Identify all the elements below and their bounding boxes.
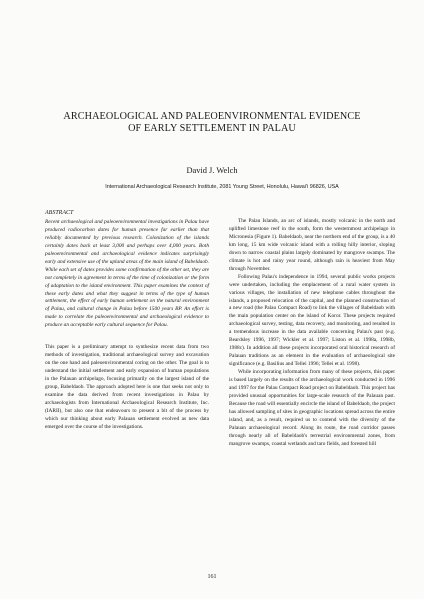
body-paragraph-1: The Palau Islands, an arc of islands, mostly volcanic in the north and uplifted limestone reef in the south, form the westernmost archipelago in Micronesia (Figure 1). Babeldaob, near the northern end of the group, is a 40 km long, 15 km wide volcanic island with a rolling hilly interior, sloping down to narrow coastal plains largely dominated by mangrove swamps. The climate is hot and rainy year round, although rain is heaviest from May through November. bbox=[229, 218, 395, 272]
author-name: David J. Welch bbox=[186, 166, 238, 175]
page-number: 161 bbox=[207, 574, 217, 580]
author-affiliation: International Archaeological Research Institute, 2081 Young Street, Honolulu, Hawai'i 96826, USA bbox=[105, 184, 339, 190]
abstract-text: Recent archaeological and paleoenvironmental investigations in Palau have produced radiocarbon dates for human presence far earlier than that reliably documented by previous research. Colonization of the islands certainly dates back at least 3,000 and perhaps over 4,000 years. Both paleoenvironmental and archaeological evidence indicates surprisingly early and extensive use of the upland areas of the main island of Babeldaob. While each set of dates provides some confirmation of the other set, they are not completely in agreement in terms of the time of colonization or the form of adaptation to the island environment. This paper examines the context of these early dates and what they suggest in terms of the type of human settlement, the effect of early human settlement on the natural environment of Palau, and cultural change in Palau before 1500 years BP. An effort is made to correlate the paleoenvironmental and archaeological evidence to produce an acceptable early cultural sequence for Palau. bbox=[45, 218, 209, 329]
intro-paragraph: This paper is a preliminary attempt to synthesize recent data from two methods of investigation, traditional archaeological survey and excavation on the one hand and paleoenvironmental coring on the other. The goal is to understand the initial settlement and early expansion of human populations in the Palauan archipelago, focusing primarily on the largest island of the group, Babeldaob. The approach adopted here is one that seeks not only to examine the data derived from recent investigations in Palau by archaeologists from International Archaeological Research Institute, Inc. (IARII), but also one that endeavours to present a bit of the process by which our thinking about early Palauan settlement evolved as new data emerged over the course of the investigations. bbox=[45, 344, 209, 430]
body-paragraph-3: While incorporating information from many of these projects, this paper is based largely on the results of the archaeological work conducted in 1996 and 1997 for the Palau Compact Road project on Babeldaob. This project has provided unusual opportunities for large-scale research of the Palauan past. Because the road will essentially encircle the island of Babeldaob, the project has allowed sampling of sites in geographic locations spread across the entire island, and, as a result, required us to contend with the diversity of the Palauan archaeological record. Along its route, the road corridor passes through nearly all of Babeldaob's terrestrial environmental zones, from mangrove swamps, coastal wetlands and taro fields, and forested hill bbox=[229, 369, 395, 447]
title-line-2: OF EARLY SETTLEMENT IN PALAU bbox=[128, 122, 296, 134]
paper-title bbox=[40, 111, 384, 134]
body-paragraph-2: Following Palau's independence in 1994, several public works projects were undertaken, including the emplacement of a rural water system in various villages, the installation of new telephone cables throughout the islands, a proposed relocation of the capital, and the planned construction of a new road (the Palau Compact Road) to link the villages of Babeldaob with the main population center on the island of Koror. These projects required archaeological survey, testing, data recovery, and monitoring, and resulted in a tremendous increase in the data available concerning Palau's past (e.g. Beardsley 1996, 1997; Wickler et al. 1997; Liston et al. 1998a, 1998b, 1988c). In addition all these projects incorporated oral historical research of Palauan traditions as an element in the evaluation of archaeological site significance (e.g. Basilius and Tellei 1996; Tellei et al. 1998). bbox=[229, 273, 395, 368]
abstract-heading: ABSTRACT bbox=[45, 210, 74, 216]
column-gap bbox=[45, 330, 209, 344]
left-column bbox=[45, 210, 209, 432]
right-column bbox=[229, 210, 395, 449]
title-line-1: ARCHAEOLOGICAL AND PALEOENVIRONMENTAL EVIDENCE bbox=[63, 111, 361, 122]
